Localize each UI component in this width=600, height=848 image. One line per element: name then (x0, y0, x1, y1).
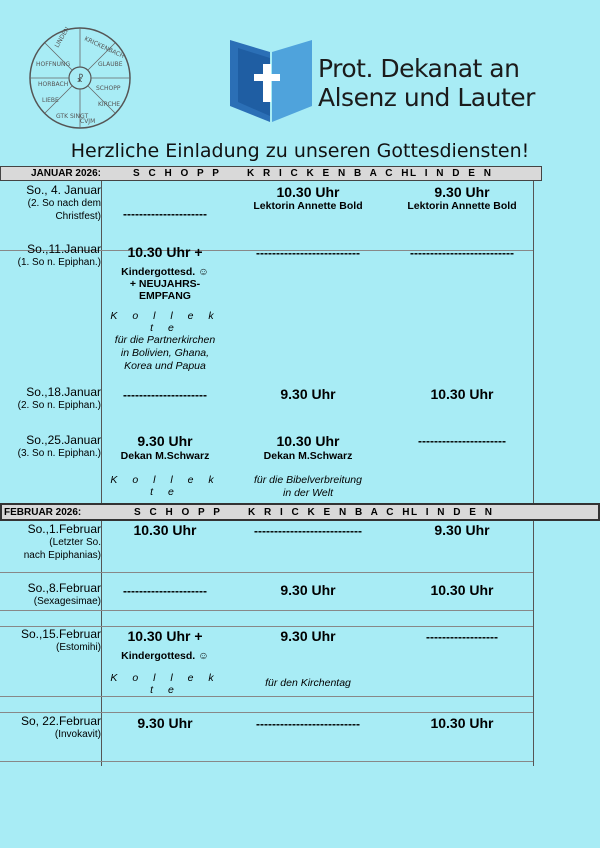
service-schedule-table (0, 166, 600, 766)
svg-text:KIRCHE: KIRCHE (98, 101, 121, 108)
column-schopp: S C H O P P (134, 507, 223, 518)
date-cell: So., 4. Januar (2. So nach dem Christfest) (26, 183, 101, 222)
date-cell: So, 22.Februar (Invokavit) (20, 714, 101, 740)
linden-no-service: ------------------ (426, 630, 498, 644)
svg-text:LINDEN: LINDEN (53, 26, 71, 49)
krickenbach-service: 9.30 Uhr (280, 386, 336, 402)
date-cell: So.,1.Februar (Letzter So. nach Epiphanias) (23, 522, 101, 561)
svg-text:HOFFNUNG: HOFFNUNG (36, 61, 71, 68)
parish-seal-logo (28, 26, 132, 130)
schopp-service: 10.30 Uhr + Kindergottesd. ☺ K o l l e k t e (110, 628, 220, 696)
svg-text:GTK SINGT: GTK SINGT (56, 113, 89, 120)
krickenbach-service: 9.30 Uhr für den Kirchentag (265, 628, 351, 689)
svg-text:SCHOPP: SCHOPP (96, 85, 121, 92)
krickenbach-service: 10.30 Uhr Lektorin Annette Bold (253, 184, 363, 212)
svg-text:KRICKENBACH: KRICKENBACH (83, 35, 126, 61)
svg-text:☧: ☧ (76, 75, 84, 85)
january-header-bar (0, 166, 542, 181)
linden-no-service: ---------------------- (418, 434, 506, 448)
column-linden: L I N D E N (411, 507, 495, 518)
svg-text:LIEBE: LIEBE (42, 97, 59, 104)
org-name-line1: Prot. Dekanat an (318, 54, 520, 83)
svg-text:GLAUBE: GLAUBE (98, 61, 123, 68)
linden-service: 10.30 Uhr (430, 582, 494, 598)
linden-no-service: -------------------------- (410, 246, 514, 260)
org-name-line2: Alsenz und Lauter (318, 83, 535, 112)
dekanat-book-logo (230, 36, 312, 122)
date-cell: So.,25.Januar (3. So n. Epiphan.) (17, 433, 101, 459)
krickenbach-no-service: -------------------------- (256, 246, 360, 260)
linden-service: 10.30 Uhr (430, 715, 494, 731)
schopp-no-service: --------------------- (123, 388, 207, 402)
column-schopp: S C H O P P (133, 168, 222, 179)
schopp-service: 10.30 Uhr + Kindergottesd. ☺ + NEUJAHRS- EMPFANG K o l l e k t e für die Partnerkirchen in Bolivien, Ghana, Korea und Papua (110, 244, 220, 372)
invitation-headline: Herzliche Einladung zu unseren Gottesdiensten! (70, 140, 530, 162)
linden-service: 9.30 Uhr Lektorin Annette Bold (407, 184, 517, 212)
krickenbach-service: 10.30 Uhr Dekan M.Schwarz für die Bibelverbreitung in der Welt (254, 433, 362, 499)
schopp-no-service: --------------------- (123, 207, 207, 221)
column-krickenbach: K R I C K E N B A C H (247, 168, 412, 179)
date-cell: So.,11.Januar (1. So n. Epiphan.) (17, 242, 101, 268)
date-cell: So.,18.Januar (2. So n. Epiphan.) (17, 385, 101, 411)
schopp-service: 9.30 Uhr Dekan M.Schwarz K o l l e k t e (110, 433, 220, 498)
schopp-service: 10.30 Uhr (133, 522, 197, 538)
krickenbach-no-service: --------------------------- (254, 524, 362, 538)
svg-text:CVJM: CVJM (80, 118, 96, 125)
svg-text:HORBACH: HORBACH (38, 81, 69, 88)
linden-service: 10.30 Uhr (430, 386, 494, 402)
linden-service: 9.30 Uhr (434, 522, 490, 538)
date-cell: So.,8.Februar (Sexagesimae) (27, 581, 101, 607)
column-linden: L I N D E N (410, 168, 494, 179)
schopp-service: 9.30 Uhr (137, 715, 193, 731)
february-header-bar (0, 503, 600, 521)
krickenbach-service: 9.30 Uhr (280, 582, 336, 598)
schopp-no-service: --------------------- (123, 584, 207, 598)
february-label: FEBRUAR 2026: (4, 507, 82, 518)
krickenbach-no-service: -------------------------- (256, 717, 360, 731)
january-label: JANUAR 2026: (30, 168, 101, 179)
column-krickenbach: K R I C K E N B A C H (248, 507, 413, 518)
date-cell: So.,15.Februar (Estomihi) (20, 627, 101, 653)
